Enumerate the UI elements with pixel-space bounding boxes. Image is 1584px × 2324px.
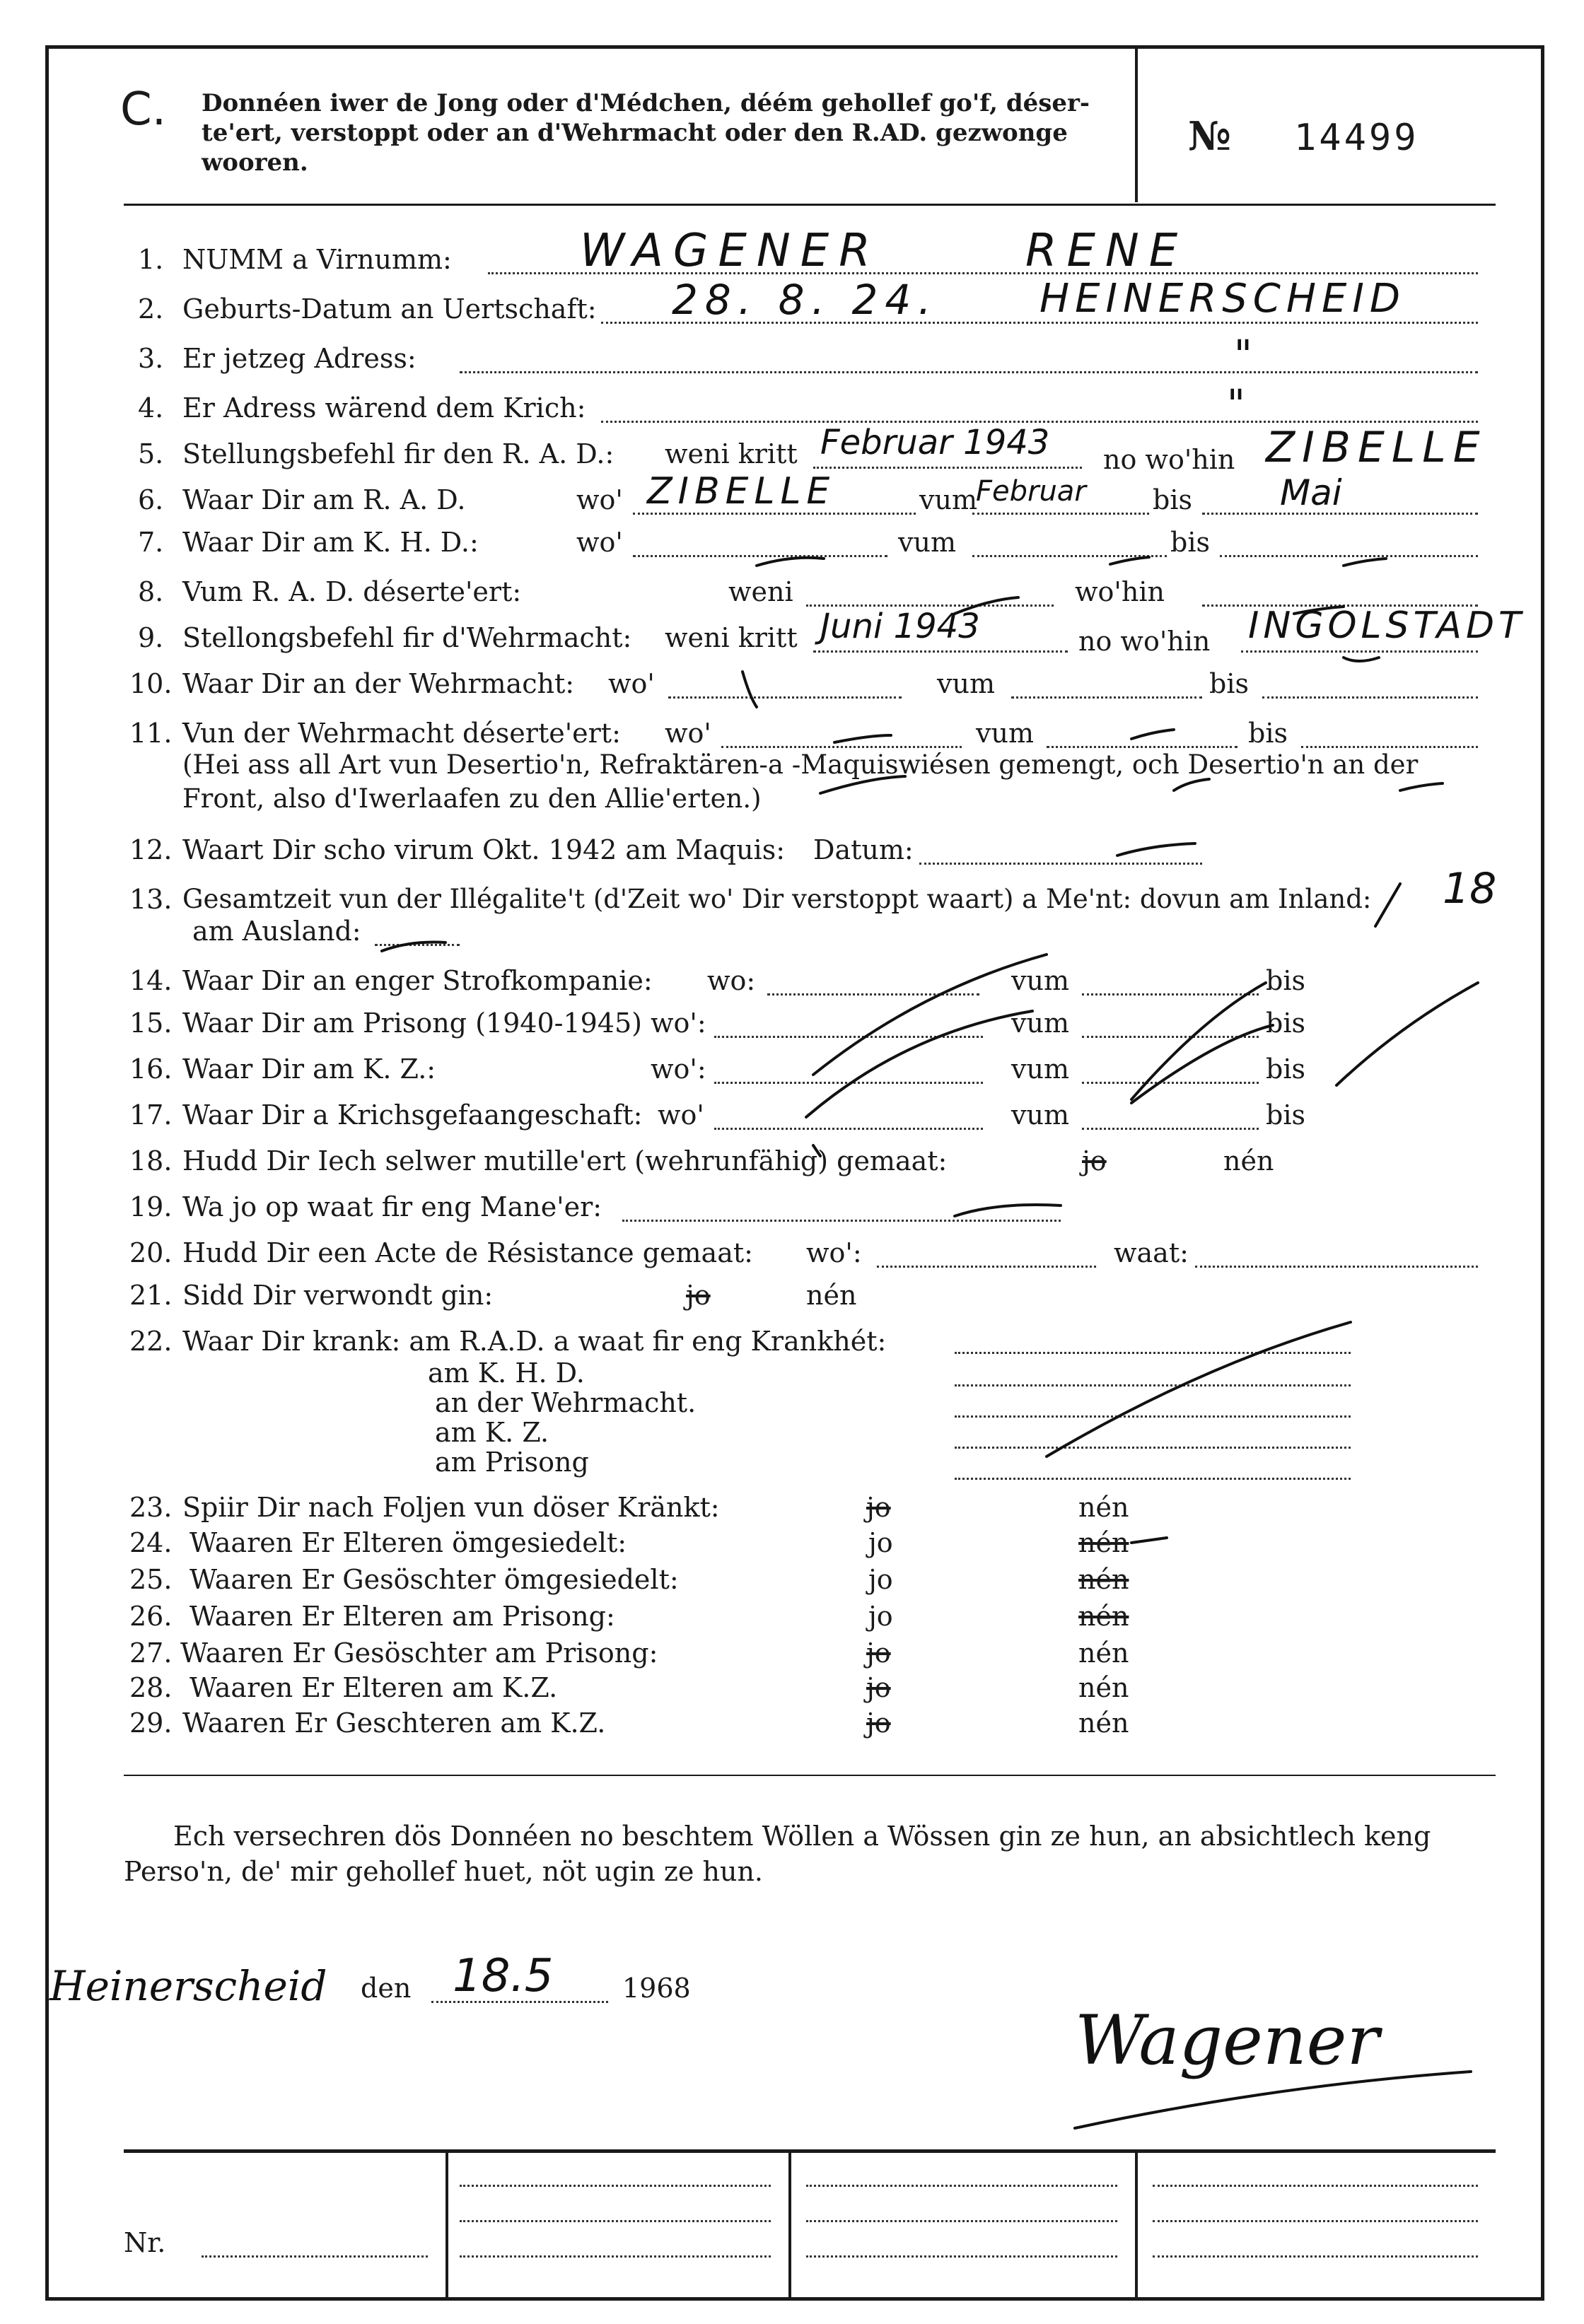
row-text: weni kritt	[665, 622, 798, 653]
row-text: wo':	[651, 1053, 706, 1085]
row-label: Hudd Dir Iech selwer mutille'ert (wehrunfähig) gemaat:	[182, 1145, 948, 1176]
row-text: bis	[1209, 668, 1249, 699]
year-label: 1968	[622, 1973, 691, 2004]
handwritten-months: 18	[1443, 864, 1497, 913]
handwritten-firstname: RENE	[1025, 225, 1188, 277]
row-label: Waaren Er Geschteren am K.Z.	[182, 1707, 606, 1739]
option-jo: jo	[868, 1527, 893, 1558]
row-note: (Hei ass all Art vun Desertio'n, Refraktären-a -Maquiswiésen gemengt, och Desertio'n an der Front, also d'Iwerlaafen zu den Allie'erten.)	[182, 749, 1419, 814]
row-text: bis	[1153, 484, 1192, 515]
row-number: 15.	[129, 1008, 173, 1039]
row-label: NUMM a Virnumm:	[182, 244, 452, 275]
row-text: bis	[1248, 718, 1288, 749]
option-jo: jo	[1082, 1145, 1107, 1176]
row-label: Stellongsbefehl fir d'Wehrmacht:	[182, 622, 632, 653]
row-label: Waaren Er Gesöschter am Prisong:	[180, 1637, 658, 1669]
row-text: wo':	[651, 1008, 706, 1039]
signature: Wagener	[1075, 2001, 1380, 2080]
row-label: Waar Dir am R. A. D.	[182, 484, 466, 515]
option-jo: jo	[866, 1637, 891, 1669]
row-text: vum	[1011, 1008, 1069, 1039]
option-nen: nén	[1078, 1564, 1129, 1595]
den-label: den	[361, 1973, 412, 2004]
row-number: 1.	[138, 244, 164, 275]
row-label: Waar Dir am K. H. D.:	[182, 527, 479, 558]
row-label: Waaren Er Elteren ömgesiedelt:	[190, 1527, 627, 1558]
row-number: 13.	[129, 884, 173, 915]
row-label: Waar Dir am Prisong (1940-1945)	[182, 1008, 642, 1039]
row-text: bis	[1266, 1099, 1305, 1131]
row-number: 25.	[129, 1564, 173, 1595]
row-sub-label: am K. H. D.	[428, 1357, 585, 1389]
row-label: Waar Dir krank: am R.A.D. a waat fir eng Krankhét:	[182, 1326, 887, 1357]
row-number: 7.	[138, 527, 164, 558]
row-number: 5.	[138, 438, 164, 469]
row-text: no wo'hin	[1103, 444, 1235, 475]
row-sub-label: am K. Z.	[435, 1417, 549, 1448]
row-text: vum	[898, 527, 956, 558]
row-label: Gesamtzeit vun der Illégalite't (d'Zeit wo' Dir verstoppt waart) a Me'nt: dovun am Inland:	[182, 884, 1372, 914]
row-number: 6.	[138, 484, 164, 515]
row-label: Waart Dir scho virum Okt. 1942 am Maquis:	[182, 834, 786, 865]
row-label: Waar Dir a Krichsgefaangeschaft:	[182, 1099, 643, 1131]
handwritten-ditto: "	[1234, 332, 1252, 378]
row-number: 18.	[129, 1145, 173, 1176]
row-sub-label: am Ausland:	[192, 916, 361, 947]
row-number: 27.	[129, 1637, 173, 1669]
row-label: Hudd Dir een Acte de Résistance gemaat:	[182, 1237, 753, 1268]
row-number: 29.	[129, 1707, 173, 1739]
row-number: 26.	[129, 1601, 173, 1632]
row-text: bis	[1266, 1008, 1305, 1039]
row-text: wo:	[707, 965, 756, 996]
row-label: Vum R. A. D. déserte'ert:	[182, 576, 522, 607]
row-text: bis	[1266, 1053, 1305, 1085]
handwritten-date: Februar	[976, 475, 1086, 508]
option-nen: nén	[1078, 1672, 1129, 1703]
option-jo: jo	[866, 1492, 891, 1523]
row-number: 9.	[138, 622, 164, 653]
option-nen: nén	[1078, 1492, 1129, 1523]
row-number: 16.	[129, 1053, 173, 1085]
option-jo: jo	[866, 1707, 891, 1739]
row-text: waat:	[1114, 1237, 1189, 1268]
row-text: wo'	[576, 527, 623, 558]
row-text: wo'	[658, 1099, 704, 1131]
handwritten-date: 18.5	[453, 1950, 554, 2002]
row-label: Waaren Er Gesöschter ömgesiedelt:	[190, 1564, 679, 1595]
handwritten-birthdate: 28. 8. 24.	[672, 276, 938, 324]
header-title: Donnéen iwer de Jong oder d'Médchen, déém gehollef go'f, déser-te'ert, verstoppt oder an d'Wehrmacht oder den R.AD. gezwonge wooren.	[202, 89, 1090, 177]
row-text: vum	[1011, 965, 1069, 996]
option-jo: jo	[866, 1672, 891, 1703]
row-label: Waar Dir an enger Strofkompanie:	[182, 965, 653, 996]
row-text: vum	[937, 668, 995, 699]
handwritten-place: ZIBELLE	[647, 470, 836, 513]
section-letter: C.	[120, 83, 167, 136]
row-number: 14.	[129, 965, 173, 996]
row-label: Vun der Wehrmacht déserte'ert:	[182, 718, 621, 749]
row-sub-label: an der Wehrmacht.	[435, 1387, 697, 1418]
option-nen: nén	[1223, 1145, 1274, 1176]
row-text: no wo'hin	[1078, 626, 1211, 657]
handwritten-birthplace: HEINERSCHEID	[1040, 276, 1406, 322]
row-number: 11.	[129, 718, 173, 749]
row-text: vum	[919, 484, 977, 515]
row-text: Datum:	[813, 834, 914, 865]
form-number: 14499	[1294, 117, 1419, 159]
row-text: vum	[1011, 1099, 1069, 1131]
row-number: 20.	[129, 1237, 173, 1268]
row-label: Er Adress wärend dem Krich:	[182, 392, 586, 424]
handwritten-ditto: "	[1227, 382, 1245, 428]
row-number: 28.	[129, 1672, 173, 1703]
row-number: 10.	[129, 668, 173, 699]
row-label: Sidd Dir verwondt gin:	[182, 1280, 494, 1311]
nr-label: Nr.	[124, 2227, 166, 2258]
row-label: Waar Dir am K. Z.:	[182, 1053, 436, 1085]
option-nen: nén	[1078, 1637, 1129, 1669]
row-label: Waar Dir an der Wehrmacht:	[182, 668, 575, 699]
option-jo: jo	[686, 1280, 711, 1311]
row-sub-label: am Prisong	[435, 1447, 589, 1478]
row-text: wo'	[608, 668, 655, 699]
handwritten-date: Juni 1943	[820, 607, 980, 646]
declaration-text: Ech versechren dös Donnéen no beschtem Wöllen a Wössen gin ze hun, an absichtlech keng Perso'n, de' mir gehollef huet, nöt ugin ze hun.	[124, 1821, 1431, 1887]
number-label: №	[1188, 113, 1231, 160]
option-nen: nén	[806, 1280, 857, 1311]
row-number: 23.	[129, 1492, 173, 1523]
row-label: Waaren Er Elteren am Prisong:	[190, 1601, 615, 1632]
row-label: Spiir Dir nach Foljen vun döser Kränkt:	[182, 1492, 720, 1523]
row-label: Geburts-Datum an Uertschaft:	[182, 293, 597, 325]
row-number: 12.	[129, 834, 173, 865]
row-label: Waaren Er Elteren am K.Z.	[190, 1672, 558, 1703]
handwritten-surname: WAGENER	[580, 225, 880, 277]
row-text: vum	[1011, 1053, 1069, 1085]
row-text: bis	[1170, 527, 1210, 558]
row-number: 21.	[129, 1280, 173, 1311]
row-number: 19.	[129, 1191, 173, 1222]
option-nen: nén	[1078, 1601, 1129, 1632]
handwritten-date: Mai	[1280, 472, 1342, 513]
handwritten-place: Heinerscheid	[50, 1962, 327, 2010]
row-label: Stellungsbefehl fir den R. A. D.:	[182, 438, 615, 469]
row-number: 2.	[138, 293, 164, 325]
row-label: Er jetzeg Adress:	[182, 343, 417, 374]
row-number: 8.	[138, 576, 164, 607]
row-text: wo'	[576, 484, 623, 515]
row-text: vum	[976, 718, 1034, 749]
row-text: wo'hin	[1075, 576, 1165, 607]
row-text: bis	[1266, 965, 1305, 996]
row-label: Wa jo op waat fir eng Mane'er:	[182, 1191, 602, 1222]
row-text: wo':	[806, 1237, 862, 1268]
row-text: wo'	[665, 718, 711, 749]
option-jo: jo	[868, 1601, 893, 1632]
row-number: 3.	[138, 343, 164, 374]
handwritten-place: INGOLSTADT	[1248, 605, 1525, 647]
row-number: 17.	[129, 1099, 173, 1131]
option-nen: nén	[1078, 1707, 1129, 1739]
row-text: weni	[728, 576, 793, 607]
row-text: weni kritt	[665, 438, 798, 469]
option-nen: nén	[1078, 1527, 1129, 1558]
row-number: 22.	[129, 1326, 173, 1357]
option-jo: jo	[868, 1564, 893, 1595]
handwritten-date: Februar 1943	[820, 423, 1050, 462]
handwritten-place: ZIBELLE	[1266, 423, 1487, 472]
row-number: 24.	[129, 1527, 173, 1558]
row-number: 4.	[138, 392, 164, 424]
